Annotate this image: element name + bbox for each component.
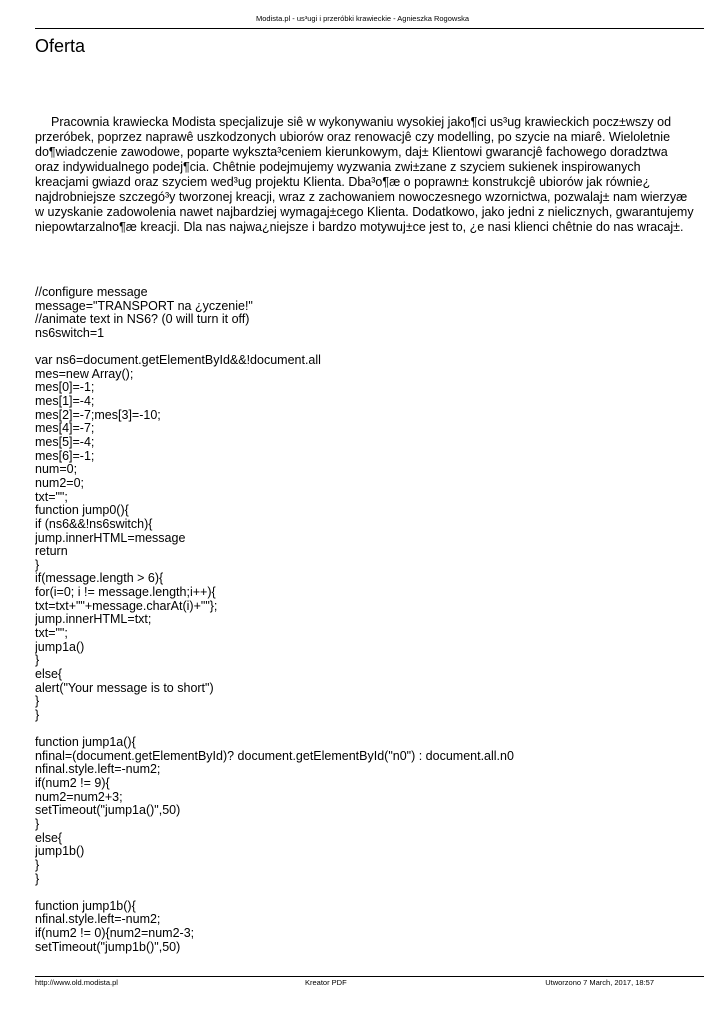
code-line: for(i=0; i != message.length;i++){	[35, 586, 216, 600]
code-line: jump.innerHTML=txt;	[35, 613, 152, 627]
document-header: Modista.pl - us³ugi i przeróbki krawieckie - Agnieszka Rogowska	[255, 14, 469, 23]
code-block	[35, 286, 695, 954]
code-line: else{	[35, 831, 63, 845]
code-line: function jump0(){	[35, 504, 129, 518]
code-line: else{	[35, 667, 63, 681]
code-line: message="TRANSPORT na ¿yczenie!"	[35, 299, 253, 313]
code-line	[35, 723, 695, 737]
header-divider	[35, 28, 704, 29]
code-line: }	[35, 817, 40, 831]
code-line: }	[35, 695, 40, 709]
code-line: nfinal.style.left=-num2;	[35, 913, 161, 927]
code-line: num=0;	[35, 463, 78, 477]
footer-created-date: Utworzono 7 March, 2017, 18:57	[545, 978, 654, 987]
code-line: txt=txt+""+message.charAt(i)+""};	[35, 599, 218, 613]
code-line: mes[6]=-1;	[35, 449, 95, 463]
code-line: mes[0]=-1;	[35, 381, 95, 395]
code-line: }	[35, 654, 40, 668]
code-line: function jump1a(){	[35, 736, 136, 750]
code-line: return	[35, 545, 68, 559]
code-line	[35, 886, 695, 900]
code-line: num2=0;	[35, 476, 84, 490]
code-line: var ns6=document.getElementById&&!document.all	[35, 354, 321, 368]
code-line: mes[1]=-4;	[35, 395, 95, 409]
code-line: nfinal=(document.getElementById)? document.getElementById("n0") : document.all.n0	[35, 749, 514, 763]
code-line: setTimeout("jump1b()",50)	[35, 940, 181, 954]
code-line: if(message.length > 6){	[35, 572, 164, 586]
code-line: }	[35, 708, 40, 722]
code-line: txt="";	[35, 627, 68, 641]
code-line: jump.innerHTML=message	[35, 531, 186, 545]
intro-paragraph: Pracownia krawiecka Modista specjalizuje siê w wykonywaniu wysokiej jako¶ci us³ug krawieckich pocz±wszy od przeróbek, poprzez naprawê uszkodzonych ubiorów oraz renowacjê czy modelling, po szycie na miarê. Wieloletnie do¶wiadczenie zawodowe, poparte wykszta³ceniem kierunkowym, daj± Klientowi gwarancjê fachowego doradztwa oraz indywidualnego podej¶cia. Chêtnie podejmujemy wyzwania zwi±zane z szyciem sukienek inspirowanych kreacjami gwiazd oraz szyciem wed³ug projektu Klienta. Dba³o¶æ o poprawn± konstrukcjê ubiorów jak równie¿ najdrobniejsze szczegó³y tworzonej kreacji, wraz z zachowaniem nowoczesnego wzornictwa, pozwalaj± nam wierzyæ w uzyskanie zadowolenia nawet najbardziej wymagaj±cego Klienta. Dodatkowo, jako jedni z nielicznych, gwarantujemy niepowtarzalno¶æ kreacji. Dla nas najwa¿niejsze i bardzo motywuj±ce jest to, ¿e nasi klienci chêtnie do nas wracaj±.	[35, 115, 694, 234]
code-line: mes=new Array();	[35, 367, 134, 381]
code-line: if(num2 != 9){	[35, 777, 110, 791]
code-line: }	[35, 872, 40, 886]
code-line: if (ns6&&!ns6switch){	[35, 517, 153, 531]
code-line: ns6switch=1	[35, 326, 105, 340]
footer-creator: Kreator PDF	[305, 978, 347, 987]
code-line: mes[5]=-4;	[35, 436, 95, 450]
code-line: alert("Your message is to short")	[35, 681, 214, 695]
code-line: //animate text in NS6? (0 will turn it off)	[35, 313, 250, 327]
page-title: Oferta	[35, 36, 86, 56]
code-line: num2=num2+3;	[35, 790, 123, 804]
code-line: mes[4]=-7;	[35, 422, 95, 436]
code-line	[35, 341, 695, 355]
code-line: }	[35, 858, 40, 872]
code-line: }	[35, 558, 40, 572]
code-line: //configure message	[35, 286, 148, 299]
code-line: nfinal.style.left=-num2;	[35, 763, 161, 777]
code-line: function jump1b(){	[35, 899, 136, 913]
footer-url: http://www.old.modista.pl	[35, 978, 118, 987]
code-line: jump1b()	[35, 845, 85, 859]
code-line: setTimeout("jump1a()",50)	[35, 804, 181, 818]
code-line: if(num2 != 0){num2=num2-3;	[35, 927, 195, 941]
document-footer	[35, 976, 704, 989]
code-line: mes[2]=-7;mes[3]=-10;	[35, 408, 161, 422]
code-line: txt="";	[35, 490, 68, 504]
code-line: jump1a()	[35, 640, 85, 654]
